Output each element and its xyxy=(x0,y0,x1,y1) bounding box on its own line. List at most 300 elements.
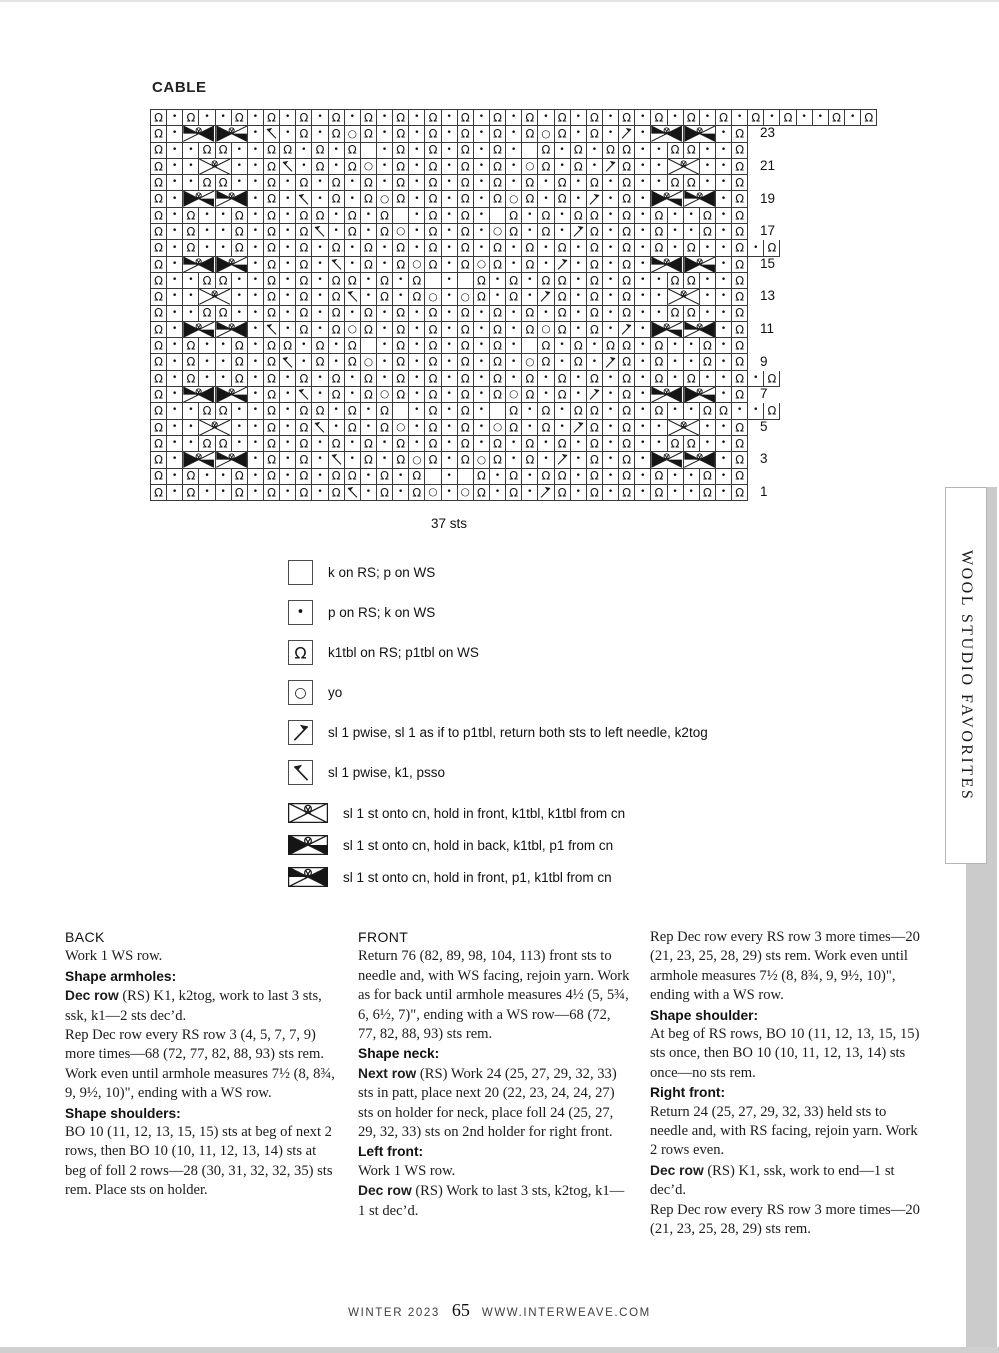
cable-front-p1-cell xyxy=(651,257,683,273)
purl-dot-symbol: • xyxy=(640,161,646,172)
purl-dot-symbol: • xyxy=(575,275,581,286)
chart-cell xyxy=(167,354,183,370)
chart-cell xyxy=(377,143,393,159)
purl-dot-symbol: • xyxy=(414,389,420,400)
chart-cell xyxy=(264,387,280,403)
chart-cell xyxy=(668,354,684,370)
k1tbl-symbol: Ω xyxy=(331,305,341,320)
chart-cell xyxy=(458,469,474,485)
chart-cell xyxy=(199,436,215,452)
chart-cell xyxy=(716,306,732,322)
chart-cell xyxy=(635,143,651,159)
purl-dot-symbol: • xyxy=(446,275,452,286)
k1tbl-symbol: Ω xyxy=(735,224,745,239)
k1tbl-symbol: Ω xyxy=(557,322,567,337)
purl-dot-symbol: • xyxy=(672,209,678,220)
chart-cell xyxy=(490,338,506,354)
chart-cell xyxy=(668,240,684,256)
purl-dot-symbol: • xyxy=(656,291,662,302)
chart-cell xyxy=(764,403,780,419)
purl-dot-symbol: • xyxy=(607,242,614,253)
chart-cell xyxy=(216,403,232,419)
purl-dot-symbol: • xyxy=(575,258,581,269)
chart-cell xyxy=(312,371,328,387)
chart-cell xyxy=(329,273,345,289)
k1tbl-symbol: Ω xyxy=(347,142,357,157)
k1tbl-symbol: Ω xyxy=(767,403,777,418)
chart-cell xyxy=(296,159,312,175)
chart-cell xyxy=(716,208,732,224)
k1tbl-symbol: Ω xyxy=(267,142,276,157)
k1tbl-symbol: Ω xyxy=(267,354,276,369)
chart-row xyxy=(151,110,877,126)
chart-cell xyxy=(248,371,264,387)
chart-cell xyxy=(587,436,603,452)
chart-cell xyxy=(732,175,748,191)
k1tbl-symbol: Ω xyxy=(702,485,712,500)
purl-dot-symbol: • xyxy=(188,275,194,286)
chart-cell xyxy=(442,371,458,387)
k2tog-dec-symbol xyxy=(555,257,570,272)
cable-front-p1-cell xyxy=(684,191,716,207)
k1tbl-symbol: Ω xyxy=(234,485,244,500)
purl-dot-symbol: • xyxy=(543,242,549,253)
purl-dot-symbol: • xyxy=(220,372,226,383)
chart-cell xyxy=(442,469,458,485)
k1tbl-symbol: Ω xyxy=(364,240,373,255)
chart-cell xyxy=(312,289,328,305)
k1tbl-symbol: Ω xyxy=(380,273,389,288)
chart-cell xyxy=(668,338,684,354)
chart-cell xyxy=(183,143,199,159)
chart-cell xyxy=(716,436,732,452)
chart-cell xyxy=(651,110,667,126)
chart-cell xyxy=(474,126,490,142)
chart-cell xyxy=(458,273,474,289)
purl-dot-symbol: • xyxy=(720,454,727,465)
chart-cell xyxy=(506,126,522,142)
k1tbl-symbol: Ω xyxy=(428,452,438,467)
chart-cell xyxy=(619,175,635,191)
purl-dot-symbol: • xyxy=(494,486,501,497)
chart-cell xyxy=(329,403,345,419)
k1tbl-symbol: Ω xyxy=(154,371,163,386)
k1tbl-symbol: Ω xyxy=(186,208,196,223)
chart-cell xyxy=(732,273,748,289)
chart-cell xyxy=(425,387,441,403)
chart-cell xyxy=(522,436,538,452)
chart-cell xyxy=(458,224,474,240)
chart-cell xyxy=(425,126,441,142)
k1tbl-symbol: Ω xyxy=(396,126,406,141)
yarnover-symbol: ○ xyxy=(541,323,551,336)
purl-dot-symbol: • xyxy=(349,438,355,449)
k1tbl-symbol: Ω xyxy=(735,159,745,174)
chart-cell xyxy=(312,354,328,370)
chart-cell xyxy=(377,289,393,305)
purl-dot-symbol: • xyxy=(285,405,291,416)
chart-cell xyxy=(377,338,393,354)
purl-dot-symbol: • xyxy=(220,112,226,123)
purl-dot-symbol: • xyxy=(333,144,339,155)
purl-dot-symbol: • xyxy=(720,438,727,449)
chart-cell xyxy=(619,289,635,305)
chart-cell xyxy=(490,110,506,126)
k1tbl-symbol: Ω xyxy=(154,175,163,190)
chart-cell xyxy=(442,175,458,191)
purl-dot-symbol: • xyxy=(575,307,581,318)
chart-cell xyxy=(329,485,345,501)
chart-cell xyxy=(264,420,280,436)
chart-cell xyxy=(458,354,474,370)
chart-cell xyxy=(248,224,264,240)
purl-dot-symbol: • xyxy=(446,258,452,269)
chart-cell xyxy=(458,240,474,256)
chart-cell xyxy=(490,257,506,273)
purl-dot-symbol: • xyxy=(511,307,517,318)
chart-cell xyxy=(716,289,732,305)
chart-cell xyxy=(409,469,425,485)
chart-cell xyxy=(232,371,248,387)
chart-cell xyxy=(248,485,264,501)
chart-cell xyxy=(522,387,538,403)
chart-cell xyxy=(345,289,361,305)
k1tbl-symbol: Ω xyxy=(735,485,745,500)
purl-dot-symbol: • xyxy=(591,161,598,172)
chart-cell xyxy=(603,208,619,224)
chart-cell xyxy=(183,273,199,289)
chart-cell xyxy=(312,387,328,403)
k1tbl-symbol: Ω xyxy=(218,142,228,157)
chart-cell xyxy=(555,452,571,468)
k1tbl-symbol: Ω xyxy=(622,485,632,500)
k1tbl-symbol: Ω xyxy=(186,338,196,353)
purl-dot-symbol: • xyxy=(543,177,549,188)
chart-cell xyxy=(651,371,667,387)
chart-cell xyxy=(329,224,345,240)
chart-cell xyxy=(232,436,248,452)
chart-cell xyxy=(506,110,522,126)
k1tbl-symbol: Ω xyxy=(589,403,599,418)
psso-dec-symbol xyxy=(264,126,279,141)
purl-dot-symbol: • xyxy=(172,144,178,155)
k1tbl-symbol: Ω xyxy=(654,338,664,353)
psso-dec-symbol xyxy=(290,762,312,784)
k1tbl-symbol: Ω xyxy=(702,208,712,223)
chart-cell xyxy=(522,338,538,354)
chart-cell xyxy=(361,159,377,175)
k1tbl-symbol: Ω xyxy=(606,338,615,353)
k1tbl-symbol: Ω xyxy=(622,240,632,255)
chart-cell xyxy=(216,306,232,322)
chart-cell xyxy=(393,224,409,240)
chart-cell xyxy=(296,403,312,419)
purl-dot-symbol: • xyxy=(317,389,323,400)
chart-cell xyxy=(700,436,716,452)
purl-dot-symbol: • xyxy=(349,372,355,383)
cable-front-cell xyxy=(668,159,700,175)
chart-cell xyxy=(361,289,377,305)
chart-cell xyxy=(409,436,425,452)
purl-dot-symbol: • xyxy=(333,421,339,432)
chart-cell xyxy=(651,354,667,370)
k1tbl-symbol: Ω xyxy=(525,322,535,337)
k1tbl-symbol: Ω xyxy=(154,387,163,402)
k1tbl-symbol: Ω xyxy=(315,338,325,353)
chart-cell xyxy=(377,485,393,501)
purl-dot-symbol: • xyxy=(252,486,259,497)
purl-dot-symbol: • xyxy=(720,242,727,253)
chart-cell xyxy=(732,403,748,419)
chart-cell xyxy=(458,126,474,142)
chart-cell xyxy=(474,485,490,501)
chart-cell xyxy=(232,403,248,419)
chart-cell xyxy=(538,403,554,419)
k1tbl-symbol: Ω xyxy=(154,403,163,418)
chart-cell xyxy=(522,159,538,175)
k1tbl-symbol: Ω xyxy=(541,420,551,435)
k1tbl-symbol: Ω xyxy=(525,436,535,451)
pattern-paragraph: Work 1 WS row. xyxy=(65,948,163,965)
psso-dec-symbol xyxy=(329,452,344,467)
k1tbl-symbol: Ω xyxy=(154,110,163,125)
chart-cell xyxy=(490,387,506,403)
purl-dot-symbol: • xyxy=(494,470,501,481)
k1tbl-symbol: Ω xyxy=(299,452,309,467)
purl-dot-symbol: • xyxy=(736,112,743,123)
purl-dot-symbol: • xyxy=(720,340,727,351)
chart-cell xyxy=(151,240,167,256)
purl-dot-symbol: • xyxy=(349,307,355,318)
purl-dot-symbol: • xyxy=(607,275,614,286)
purl-dot-symbol: • xyxy=(543,389,549,400)
chart-cell xyxy=(442,306,458,322)
purl-dot-symbol: • xyxy=(188,177,194,188)
chart-cell xyxy=(555,208,571,224)
yarnover-symbol: ○ xyxy=(509,192,519,205)
chart-cell xyxy=(587,354,603,370)
k1tbl-symbol: Ω xyxy=(589,289,599,304)
k1tbl-symbol: Ω xyxy=(589,224,599,239)
k1tbl-symbol: Ω xyxy=(331,273,341,288)
chart-cell xyxy=(183,208,199,224)
chart-cell xyxy=(555,175,571,191)
k1tbl-symbol: Ω xyxy=(396,191,406,206)
chart-cell xyxy=(474,371,490,387)
chart-title: CABLE xyxy=(152,79,207,96)
purl-dot-symbol: • xyxy=(398,291,404,302)
k1tbl-symbol: Ω xyxy=(590,126,599,141)
k1tbl-symbol: Ω xyxy=(460,436,470,451)
chart-cell xyxy=(151,485,167,501)
purl-dot-symbol: • xyxy=(172,209,178,220)
purl-dot-symbol: • xyxy=(172,356,178,367)
cable-front-p1-cell xyxy=(651,387,683,403)
k1tbl-symbol: Ω xyxy=(622,208,632,223)
k1tbl-symbol: Ω xyxy=(590,452,599,467)
purl-dot-symbol: • xyxy=(704,112,710,123)
k1tbl-symbol: Ω xyxy=(428,175,438,190)
yarnover-symbol: ○ xyxy=(379,388,390,401)
k1tbl-symbol: Ω xyxy=(428,224,438,239)
purl-dot-symbol: • xyxy=(446,356,452,367)
chart-cell xyxy=(571,175,587,191)
k1tbl-symbol: Ω xyxy=(347,403,357,418)
purl-dot-symbol: • xyxy=(672,112,678,123)
purl-dot-symbol: • xyxy=(220,356,226,367)
chart-cell xyxy=(716,175,732,191)
purl-dot-symbol: • xyxy=(188,291,194,302)
chart-cell xyxy=(571,354,587,370)
purl-dot-symbol: • xyxy=(704,144,710,155)
legend-item xyxy=(288,720,708,745)
k1tbl-symbol: Ω xyxy=(234,371,244,386)
purl-dot-symbol: • xyxy=(285,177,291,188)
chart-cell xyxy=(425,322,441,338)
chart-cell xyxy=(216,485,232,501)
purl-dot-symbol: • xyxy=(204,486,210,497)
chart-cell xyxy=(538,257,554,273)
chart-cell xyxy=(312,208,328,224)
chart-cell xyxy=(248,159,264,175)
chart-cell xyxy=(587,420,603,436)
chart-cell xyxy=(296,208,312,224)
chart-cell xyxy=(651,175,667,191)
k2tog-dec-symbol xyxy=(603,159,618,174)
purl-dot-symbol: • xyxy=(720,421,727,432)
chart-cell xyxy=(312,436,328,452)
k1tbl-symbol: Ω xyxy=(509,403,519,418)
psso-dec-symbol xyxy=(329,257,344,272)
k1tbl-symbol: Ω xyxy=(396,354,406,369)
chart-cell xyxy=(248,191,264,207)
purl-dot-symbol: • xyxy=(720,177,727,188)
cable-front-cell xyxy=(668,289,700,305)
chart-cell xyxy=(393,240,409,256)
k1tbl-symbol: Ω xyxy=(315,403,325,418)
yarnover-symbol: ○ xyxy=(492,225,503,238)
purl-dot-symbol: • xyxy=(640,242,646,253)
purl-dot-symbol: • xyxy=(365,405,372,416)
chart-cell xyxy=(361,420,377,436)
purl-dot-symbol: • xyxy=(414,209,420,220)
k1tbl-symbol: Ω xyxy=(234,338,244,353)
k1tbl-symbol: Ω xyxy=(154,191,163,206)
k1tbl-symbol: Ω xyxy=(735,322,745,337)
chart-cell xyxy=(248,306,264,322)
chart-cell xyxy=(393,289,409,305)
purl-dot-symbol: • xyxy=(188,405,194,416)
k1tbl-symbol: Ω xyxy=(331,110,341,125)
chart-cell xyxy=(619,469,635,485)
chart-cell xyxy=(555,159,571,175)
chart-cell xyxy=(312,191,328,207)
k1tbl-symbol: Ω xyxy=(622,257,632,272)
chart-cell xyxy=(280,257,296,273)
chart-cell xyxy=(377,306,393,322)
k1tbl-symbol: Ω xyxy=(541,142,551,157)
chart-cell xyxy=(264,485,280,501)
chart-cell xyxy=(345,110,361,126)
purl-dot-symbol: • xyxy=(349,242,355,253)
chart-cell xyxy=(700,306,716,322)
k1tbl-symbol: Ω xyxy=(299,485,309,500)
k1tbl-symbol: Ω xyxy=(234,240,244,255)
purl-dot-symbol: • xyxy=(575,128,581,139)
chart-cell xyxy=(635,485,651,501)
purl-dot-symbol: • xyxy=(720,275,727,286)
chart-cell xyxy=(296,289,312,305)
purl-dot-symbol: • xyxy=(398,275,404,286)
k1tbl-symbol: Ω xyxy=(331,436,341,451)
chart-cell xyxy=(167,208,183,224)
chart-cell xyxy=(635,175,651,191)
chart-cell xyxy=(716,371,732,387)
k1tbl-symbol: Ω xyxy=(573,354,583,369)
k1tbl-symbol: Ω xyxy=(509,208,519,223)
purl-dot-symbol: • xyxy=(656,161,662,172)
chart-cell xyxy=(458,143,474,159)
k1tbl-symbol: Ω xyxy=(396,110,406,125)
chart-cell xyxy=(345,387,361,403)
chart-cell xyxy=(522,403,538,419)
cable-front-cell xyxy=(199,420,231,436)
chart-cell xyxy=(458,208,474,224)
k1tbl-symbol: Ω xyxy=(428,191,438,206)
chart-cell xyxy=(587,387,603,403)
chart-cell xyxy=(732,208,748,224)
chart-cell xyxy=(700,240,716,256)
chart-cell xyxy=(232,240,248,256)
chart-cell xyxy=(506,143,522,159)
chart-cell xyxy=(555,143,571,159)
k1tbl-symbol: Ω xyxy=(294,643,307,662)
chart-cell xyxy=(345,485,361,501)
chart-cell xyxy=(555,436,571,452)
k1tbl-symbol: Ω xyxy=(428,159,438,174)
k1tbl-symbol: Ω xyxy=(557,289,567,304)
chart-row xyxy=(151,240,877,256)
chart-cell xyxy=(199,143,215,159)
purl-dot-symbol: • xyxy=(252,389,259,400)
k1tbl-symbol: Ω xyxy=(299,436,309,451)
k1tbl-symbol: Ω xyxy=(154,452,163,467)
k1tbl-symbol: Ω xyxy=(380,224,389,239)
chart-cell xyxy=(538,126,554,142)
chart-cell xyxy=(151,224,167,240)
purl-dot-symbol: • xyxy=(204,340,210,351)
purl-dot-symbol: • xyxy=(252,209,259,220)
chart-cell xyxy=(538,371,554,387)
purl-dot-symbol: • xyxy=(381,340,388,351)
k1tbl-symbol: Ω xyxy=(654,240,664,255)
chart-cell xyxy=(296,273,312,289)
chart-cell xyxy=(458,338,474,354)
pattern-paragraph: Return 24 (25, 27, 29, 32, 33) held sts to needle and, with RS facing, rejoin yarn. Work 2 rows even. xyxy=(650,1103,918,1159)
chart-cell xyxy=(345,354,361,370)
chart-cell xyxy=(700,143,716,159)
chart-cell xyxy=(151,452,167,468)
k1tbl-symbol: Ω xyxy=(493,305,502,320)
yarnover-symbol: ○ xyxy=(379,192,390,205)
chart-cell xyxy=(668,110,684,126)
chart-cell xyxy=(329,420,345,436)
chart-cell xyxy=(296,143,312,159)
chart-cell xyxy=(329,240,345,256)
k1tbl-symbol: Ω xyxy=(396,387,406,402)
k1tbl-symbol: Ω xyxy=(331,126,341,141)
k1tbl-symbol: Ω xyxy=(590,257,599,272)
